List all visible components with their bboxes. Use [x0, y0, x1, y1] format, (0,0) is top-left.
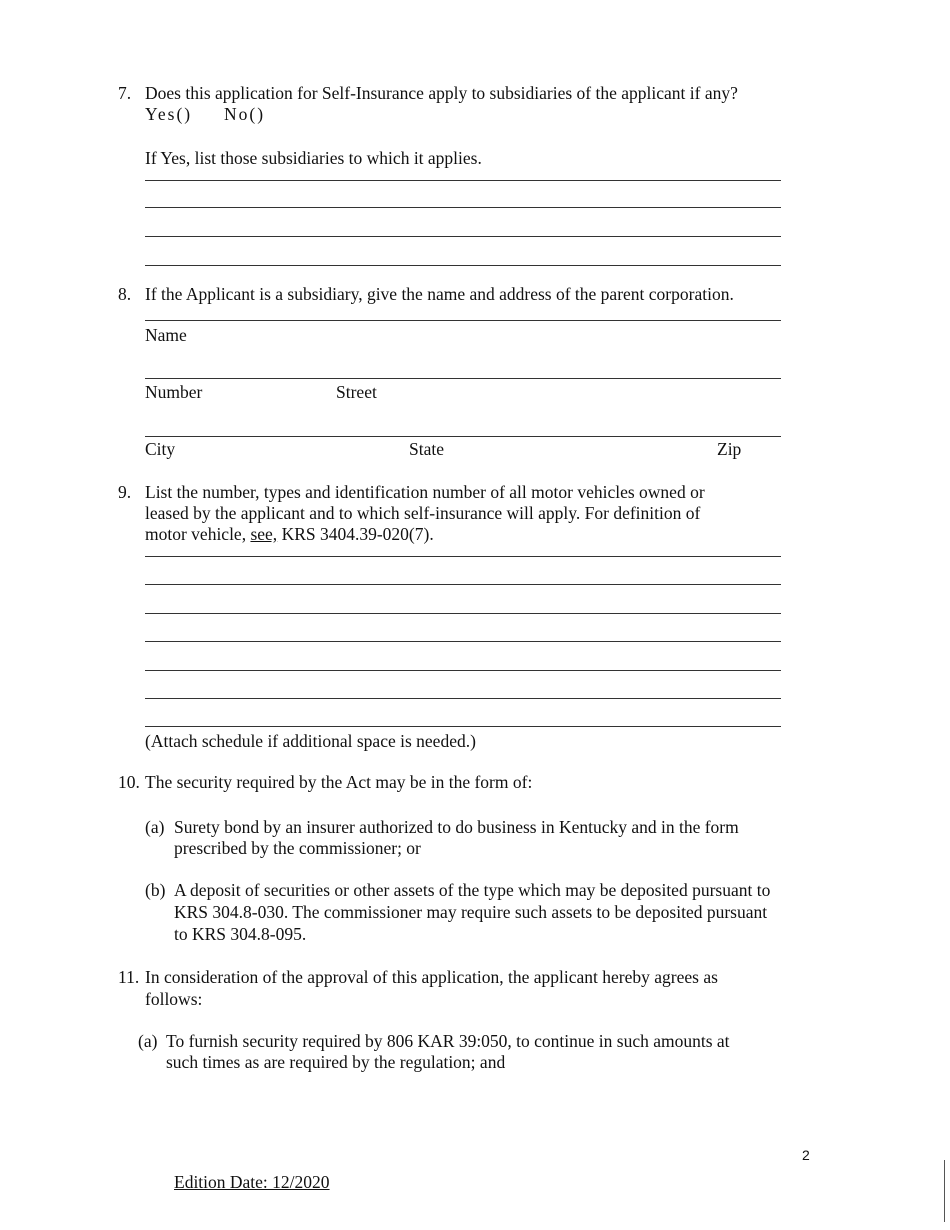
q8-number-label: Number — [145, 382, 203, 402]
q7-subsidiary-line[interactable] — [145, 236, 781, 237]
q7-no-option[interactable]: No() — [224, 104, 266, 124]
q8-city-line[interactable] — [145, 436, 781, 437]
q7-question: Does this application for Self-Insurance apply to subsidiaries of the applicant if any? — [145, 83, 738, 103]
q9-vehicle-line[interactable] — [145, 556, 781, 557]
q7-subsidiaries-prompt: If Yes, list those subsidiaries to which it applies. — [145, 148, 482, 168]
q7-subsidiary-line[interactable] — [145, 207, 781, 208]
q10-b-label: (b) — [145, 880, 166, 900]
q11-line1: In consideration of the approval of this application, the applicant hereby agrees as — [145, 967, 718, 987]
q8-name-label: Name — [145, 325, 187, 345]
q11-a-line1: To furnish security required by 806 KAR 39:050, to continue in such amounts at — [166, 1031, 730, 1051]
q9-attach-note: (Attach schedule if additional space is needed.) — [145, 731, 476, 751]
q9-vehicle-line[interactable] — [145, 698, 781, 699]
q9-vehicle-line[interactable] — [145, 726, 781, 727]
q9-vehicle-line[interactable] — [145, 670, 781, 671]
q11-a-label: (a) — [138, 1031, 158, 1051]
q9-number: 9. — [118, 482, 132, 502]
q10-a-line1: Surety bond by an insurer authorized to do business in Kentucky and in the form — [174, 817, 739, 837]
q9-text-line3: motor vehicle, see, KRS 3404.39-020(7). — [145, 524, 434, 544]
q9-text-line1: List the number, types and identification number of all motor vehicles owned or — [145, 482, 705, 502]
q7-subsidiary-line[interactable] — [145, 180, 781, 181]
scan-edge-mark — [944, 1160, 945, 1222]
q10-b-line1: A deposit of securities or other assets of the type which may be deposited pursuant to — [174, 880, 771, 900]
q8-zip-label: Zip — [717, 439, 742, 459]
q10-b-line3: to KRS 304.8-095. — [174, 924, 307, 944]
q9-text-line2: leased by the applicant and to which self-insurance will apply. For definition of — [145, 503, 701, 523]
q8-name-line[interactable] — [145, 320, 781, 321]
q7-number: 7. — [118, 83, 132, 103]
q9-vehicle-line[interactable] — [145, 641, 781, 642]
q8-city-label: City — [145, 439, 176, 459]
q11-a-line2: such times as are required by the regulation; and — [166, 1052, 506, 1072]
q8-street-label: Street — [336, 382, 377, 402]
edition-date: Edition Date: 12/2020 — [174, 1172, 330, 1192]
q10-a-line2: prescribed by the commissioner; or — [174, 838, 421, 858]
q11-number: 11. — [118, 967, 140, 987]
q9-vehicle-line[interactable] — [145, 584, 781, 585]
q10-text: The security required by the Act may be in the form of: — [145, 772, 533, 792]
q8-question: If the Applicant is a subsidiary, give the name and address of the parent corporation. — [145, 284, 734, 304]
q11-line2: follows: — [145, 989, 203, 1009]
see-reference: see, — [250, 524, 278, 544]
q9-vehicle-line[interactable] — [145, 613, 781, 614]
q8-number: 8. — [118, 284, 132, 304]
page-number: 2 — [802, 1147, 810, 1163]
q7-yes-option[interactable]: Yes() — [145, 104, 193, 124]
q10-b-line2: KRS 304.8-030. The commissioner may require such assets to be deposited pursuant — [174, 902, 768, 922]
q10-a-label: (a) — [145, 817, 165, 837]
q10-number: 10. — [118, 772, 140, 792]
q8-address-line[interactable] — [145, 378, 781, 379]
q7-subsidiary-line[interactable] — [145, 265, 781, 266]
q8-state-label: State — [409, 439, 444, 459]
